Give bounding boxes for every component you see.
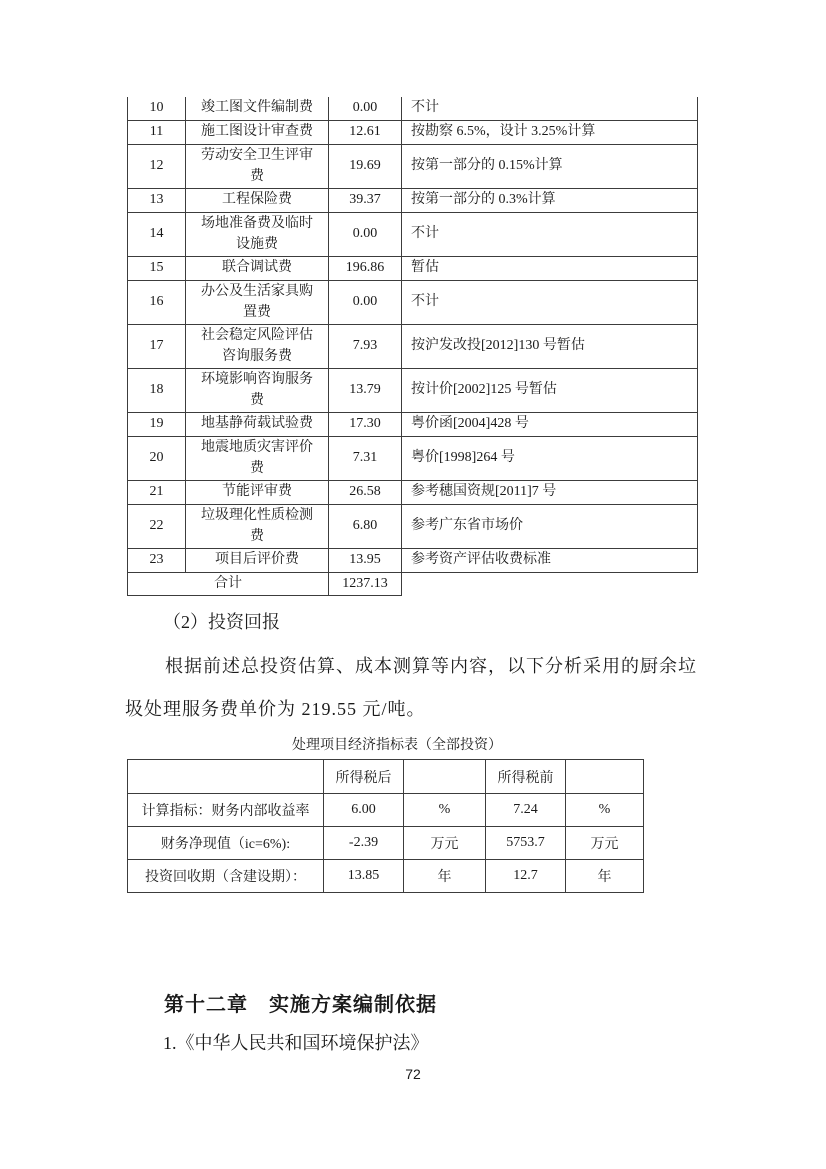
row-number: 23 (128, 549, 186, 573)
econ-unit: 万元 (404, 827, 486, 860)
row-number: 20 (128, 437, 186, 481)
cost-table (127, 97, 698, 596)
econ-row-irr (128, 794, 644, 827)
econ-row-payback (128, 860, 644, 893)
fee-amount: 196.86 (329, 257, 402, 281)
fee-remark: 不计 (402, 213, 698, 257)
econ-value: 5753.7 (486, 827, 566, 860)
fee-remark: 参考穗国资规[2011]7 号 (402, 481, 698, 505)
fee-name: 社会稳定风险评估咨询服务费 (186, 325, 329, 369)
fee-amount: 7.31 (329, 437, 402, 481)
econ-header-blank-1 (128, 760, 324, 794)
cost-table-row (128, 257, 698, 281)
econ-row-npv (128, 827, 644, 860)
row-number: 11 (128, 121, 186, 145)
fee-amount: 13.95 (329, 549, 402, 573)
cost-table-row (128, 213, 698, 257)
econ-value: -2.39 (324, 827, 404, 860)
cost-table-row (128, 145, 698, 189)
row-number: 15 (128, 257, 186, 281)
paragraph-line-2: 圾处理服务费单价为 219.55 元/吨。 (125, 699, 426, 719)
cost-table-footer (128, 573, 698, 596)
fee-amount: 7.93 (329, 325, 402, 369)
total-amount: 1237.13 (329, 573, 402, 596)
fee-remark: 不计 (402, 281, 698, 325)
cost-table-row (128, 325, 698, 369)
cost-table-row (128, 481, 698, 505)
econ-header-blank-2 (404, 760, 486, 794)
econ-table (127, 759, 644, 893)
fee-remark: 粤价函[2004]428 号 (402, 413, 698, 437)
fee-remark: 参考广东省市场价 (402, 505, 698, 549)
subsection-heading: （2）投资回报 (163, 612, 280, 632)
fee-name: 劳动安全卫生评审费 (186, 145, 329, 189)
fee-name: 施工图设计审查费 (186, 121, 329, 145)
econ-unit: % (404, 794, 486, 827)
fee-remark: 按第一部分的 0.3%计算 (402, 189, 698, 213)
row-number: 14 (128, 213, 186, 257)
total-label: 合计 (128, 573, 329, 596)
total-ghost-cell (402, 573, 698, 596)
econ-unit: 年 (566, 860, 644, 893)
econ-unit: % (566, 794, 644, 827)
row-number: 22 (128, 505, 186, 549)
cost-table-row (128, 437, 698, 481)
fee-remark: 不计 (402, 97, 698, 121)
fee-remark: 按沪发改投[2012]130 号暂估 (402, 325, 698, 369)
econ-unit: 万元 (566, 827, 644, 860)
fee-amount: 13.79 (329, 369, 402, 413)
fee-name: 地震地质灾害评价费 (186, 437, 329, 481)
paragraph-line-1: 根据前述总投资估算、成本测算等内容，以下分析采用的厨余垃 (165, 656, 697, 676)
fee-remark: 参考资产评估收费标准 (402, 549, 698, 573)
econ-value: 13.85 (324, 860, 404, 893)
cost-table-row (128, 281, 698, 325)
cost-table-body (128, 97, 698, 573)
row-number: 10 (128, 97, 186, 121)
fee-remark: 按勘察 6.5%，设计 3.25%计算 (402, 121, 698, 145)
fee-name: 工程保险费 (186, 189, 329, 213)
fee-amount: 0.00 (329, 213, 402, 257)
row-number: 17 (128, 325, 186, 369)
fee-amount: 6.80 (329, 505, 402, 549)
fee-name: 办公及生活家具购置费 (186, 281, 329, 325)
row-number: 19 (128, 413, 186, 437)
econ-header-blank-3 (566, 760, 644, 794)
econ-value: 12.7 (486, 860, 566, 893)
row-number: 13 (128, 189, 186, 213)
fee-amount: 17.30 (329, 413, 402, 437)
cost-table-row (128, 505, 698, 549)
econ-header-row (128, 760, 644, 794)
fee-amount: 39.37 (329, 189, 402, 213)
fee-name: 地基静荷载试验费 (186, 413, 329, 437)
fee-remark: 暂估 (402, 257, 698, 281)
cost-table-row (128, 97, 698, 121)
econ-label: 计算指标：财务内部收益率 (128, 794, 324, 827)
fee-remark: 按第一部分的 0.15%计算 (402, 145, 698, 189)
econ-header-after-tax: 所得税后 (324, 760, 404, 794)
row-number: 12 (128, 145, 186, 189)
fee-remark: 按计价[2002]125 号暂估 (402, 369, 698, 413)
fee-amount: 12.61 (329, 121, 402, 145)
chapter-item-1: 1.《中华人民共和国环境保护法》 (163, 1033, 429, 1053)
econ-label: 财务净现值（ic=6%): (128, 827, 324, 860)
fee-name: 场地准备费及临时设施费 (186, 213, 329, 257)
cost-table-row (128, 413, 698, 437)
cost-table-row (128, 549, 698, 573)
fee-name: 联合调试费 (186, 257, 329, 281)
econ-unit: 年 (404, 860, 486, 893)
fee-name: 垃圾理化性质检测费 (186, 505, 329, 549)
fee-remark: 粤价[1998]264 号 (402, 437, 698, 481)
econ-value: 6.00 (324, 794, 404, 827)
fee-name: 项目后评价费 (186, 549, 329, 573)
chapter-heading: 第十二章 实施方案编制依据 (164, 994, 437, 1016)
fee-amount: 0.00 (329, 281, 402, 325)
fee-amount: 0.00 (329, 97, 402, 121)
econ-value: 7.24 (486, 794, 566, 827)
row-number: 18 (128, 369, 186, 413)
econ-label: 投资回收期（含建设期）： (128, 860, 324, 893)
fee-name: 环境影响咨询服务费 (186, 369, 329, 413)
page-number: 72 (405, 1066, 421, 1082)
econ-table-caption: 处理项目经济指标表（全部投资） (292, 738, 502, 753)
fee-name: 节能评审费 (186, 481, 329, 505)
cost-table-row (128, 369, 698, 413)
row-number: 16 (128, 281, 186, 325)
cost-table-row (128, 189, 698, 213)
econ-header-before-tax: 所得税前 (486, 760, 566, 794)
row-number: 21 (128, 481, 186, 505)
fee-amount: 19.69 (329, 145, 402, 189)
fee-name: 竣工图文件编制费 (186, 97, 329, 121)
fee-amount: 26.58 (329, 481, 402, 505)
cost-table-row (128, 121, 698, 145)
cost-table-total-row (128, 573, 698, 596)
